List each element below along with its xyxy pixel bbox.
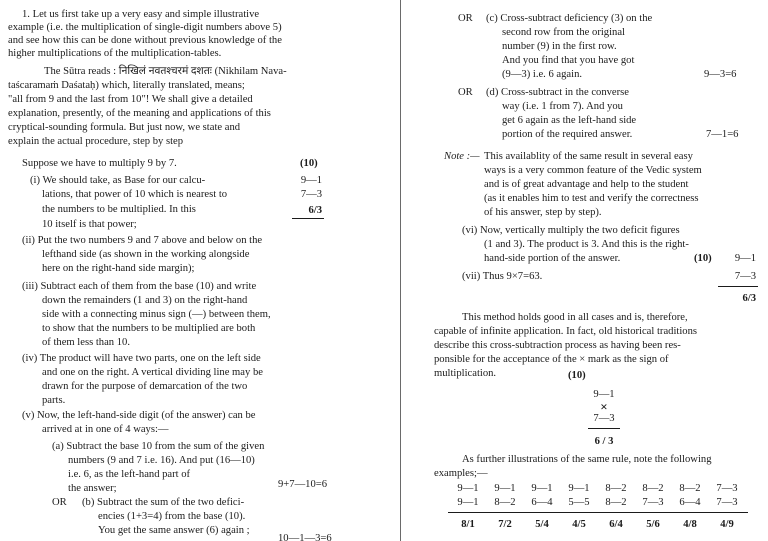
- step-line: numbers (9 and 7 i.e. 16). And put (16—10): [68, 455, 255, 466]
- step-line: encies (1+3=4) from the base (10).: [98, 511, 246, 522]
- step-line: (iii) Subtract each of them from the base (10) and write: [22, 281, 257, 292]
- method-line: This method holds good in all cases and is, therefore,: [462, 312, 688, 323]
- example-top: 9—1: [568, 483, 590, 494]
- step-vii: (vii) Thus 9×7=63.: [462, 271, 543, 282]
- example-bottom: 7—3: [642, 497, 664, 508]
- or-label: OR: [458, 87, 473, 98]
- method-line: ponsible for the acceptance of the × mark as the sign of: [434, 354, 669, 365]
- step-line: of them less than 10.: [42, 337, 130, 348]
- example-result: 8/1: [461, 519, 475, 530]
- intro-line: higher multiplications of the multiplication-tables.: [8, 48, 222, 59]
- step-line: get 6 again as the left-hand side: [502, 115, 637, 126]
- step-line: arrived at in one of 4 ways:—: [42, 424, 169, 435]
- suppose-line: Suppose we have to multiply 9 by 7.: [22, 158, 177, 169]
- cross-top: 9—1: [593, 389, 615, 400]
- or-label: OR: [52, 497, 67, 508]
- sutra-line: explanation, presently, of the meaning and applications of this: [8, 108, 271, 119]
- note-line: ways is a very common feature of the Vedic system: [484, 165, 702, 176]
- vi-top: 9—1: [734, 253, 756, 264]
- work-top: 9—1: [300, 175, 322, 186]
- vii-result: 6/3: [742, 293, 756, 304]
- step-line: number (9) in the first row.: [502, 41, 617, 52]
- example-bottom: 6—4: [679, 497, 701, 508]
- example-result: 4/9: [720, 519, 734, 530]
- vii-rule: [718, 286, 758, 287]
- further-line: As further illustrations of the same rule, note the following: [462, 454, 712, 465]
- sutra-line: "all from 9 and the last from 10"! We shall give a detailed: [8, 94, 253, 105]
- example-bottom: 7—3: [716, 497, 738, 508]
- step-line: and one on the right. A vertical dividing line may be: [42, 367, 263, 378]
- method-line: multiplication.: [434, 368, 497, 379]
- step-a-result: 9+7—10=6: [278, 479, 328, 490]
- cross-rule: [588, 428, 620, 429]
- note-line: This availablity of the same result in several easy: [484, 151, 693, 162]
- method-line: describe this cross-subtraction process as having been res-: [434, 340, 681, 351]
- intro-line: example (i.e. the multiplication of single-digit numbers above 5): [8, 22, 282, 33]
- step-line: parts.: [42, 395, 66, 406]
- cross-result: 6 / 3: [594, 436, 614, 447]
- intro-line: 1. Let us first take up a very easy and simple illustrative: [22, 9, 260, 20]
- work-result: 6/3: [308, 205, 322, 216]
- step-line: (1 and 3). The product is 3. And this is the right-: [484, 239, 689, 250]
- step-line: lefthand side (as shown in the working alongside: [42, 249, 250, 260]
- step-line: (c) Cross-subtract deficiency (3) on the: [486, 13, 653, 24]
- example-result: 4/5: [572, 519, 586, 530]
- step-line: i.e. 6, as the left-hand part of: [68, 469, 191, 480]
- step-line: You get the same answer (6) again ;: [98, 525, 250, 536]
- work-underline: [292, 218, 324, 219]
- step-line: way (i.e. 1 from 7). And you: [502, 101, 623, 112]
- example-result: 5/6: [646, 519, 660, 530]
- step-line: (a) Subtract the base 10 from the sum of the given: [52, 441, 265, 452]
- step-line: the answer;: [68, 483, 117, 494]
- vii-bottom: 7—3: [734, 271, 756, 282]
- note-line: of his answer, step by step).: [484, 207, 602, 218]
- step-line: drawn for the purpose of demarcation of the two: [42, 381, 248, 392]
- step-d-result: 7—1=6: [706, 129, 739, 140]
- note-label: Note :—: [444, 151, 480, 162]
- step-line: the numbers to be multiplied. In this: [42, 204, 196, 215]
- example-bottom: 5—5: [568, 497, 590, 508]
- cross-bottom: 7—3: [593, 413, 615, 424]
- example-result: 5/4: [535, 519, 549, 530]
- page-gutter: [400, 0, 401, 541]
- example-top: 8—2: [679, 483, 701, 494]
- step-line: (vi) Now, vertically multiply the two deficit figures: [462, 225, 680, 236]
- step-line: second row from the original: [502, 27, 625, 38]
- example-result: 6/4: [609, 519, 623, 530]
- method-mark: (10): [568, 370, 586, 381]
- sutra-line: cryptical-sounding formula. But just now, we state and: [8, 122, 241, 133]
- step-line: here on the right-hand side margin);: [42, 263, 195, 274]
- example-bottom: 6—4: [531, 497, 553, 508]
- example-top: 9—1: [457, 483, 479, 494]
- step-line: portion of the required answer.: [502, 129, 633, 140]
- note-line: and is of great advantage and help to the student: [484, 179, 689, 190]
- sutra-line: The Sūtra reads : निखिलं नवतश्चरमं दशतः (Nikhilam Nava-: [44, 66, 287, 77]
- sutra-line: taścaramaṁ Daśataḥ) which, literally translated, means;: [8, 80, 245, 91]
- step-line: (b) Subtract the sum of the two defici-: [82, 497, 245, 508]
- example-top: 8—2: [642, 483, 664, 494]
- example-top: 8—2: [605, 483, 627, 494]
- vi-mark: (10): [694, 253, 712, 264]
- step-line: 10 itself is that power;: [42, 219, 137, 230]
- step-line: (i) We should take, as Base for our calcu-: [30, 175, 206, 186]
- sutra-line: explain the actual procedure, step by step: [8, 136, 184, 147]
- step-line: (iv) The product will have two parts, one on the left side: [22, 353, 261, 364]
- intro-line: and see how this can be done without previous knowledge of the: [8, 35, 282, 46]
- example-result: 7/2: [498, 519, 512, 530]
- cross-sign: ×: [600, 399, 608, 414]
- example-top: 9—1: [531, 483, 553, 494]
- step-line: hand-side portion of the answer.: [484, 253, 621, 264]
- step-line: down the remainders (1 and 3) on the right-hand: [42, 295, 248, 306]
- step-line: side with a connecting minus sign (—) between them,: [42, 309, 271, 320]
- example-bottom: 9—1: [457, 497, 479, 508]
- step-line: (d) Cross-subtract in the converse: [486, 87, 629, 98]
- step-line: lations, that power of 10 which is nearest to: [42, 189, 228, 200]
- example-top: 7—3: [716, 483, 738, 494]
- or-label: OR: [458, 13, 473, 24]
- base-mark: (10): [300, 158, 318, 169]
- work-bottom: 7—3: [300, 189, 322, 200]
- step-line: And you find that you have got: [502, 55, 635, 66]
- step-line: (v) Now, the left-hand-side digit (of the answer) can be: [22, 410, 256, 421]
- example-top: 9—1: [494, 483, 516, 494]
- method-line: capable of infinite application. In fact, old historical traditions: [434, 326, 697, 337]
- example-bottom: 8—2: [605, 497, 627, 508]
- further-line: examples;—: [434, 468, 488, 479]
- example-bottom: 8—2: [494, 497, 516, 508]
- step-line: (ii) Put the two numbers 9 and 7 above and below on the: [22, 235, 263, 246]
- examples-rule: [448, 512, 748, 513]
- cut-off-line: 10—1—3=6: [278, 533, 332, 541]
- step-c-result: 9—3=6: [704, 69, 737, 80]
- example-result: 4/8: [683, 519, 697, 530]
- step-line: to show that the numbers to be multiplied are both: [42, 323, 256, 334]
- step-line: (9—3) i.e. 6 again.: [502, 69, 583, 80]
- note-line: (as it enables him to test and verify the correctness: [484, 193, 699, 204]
